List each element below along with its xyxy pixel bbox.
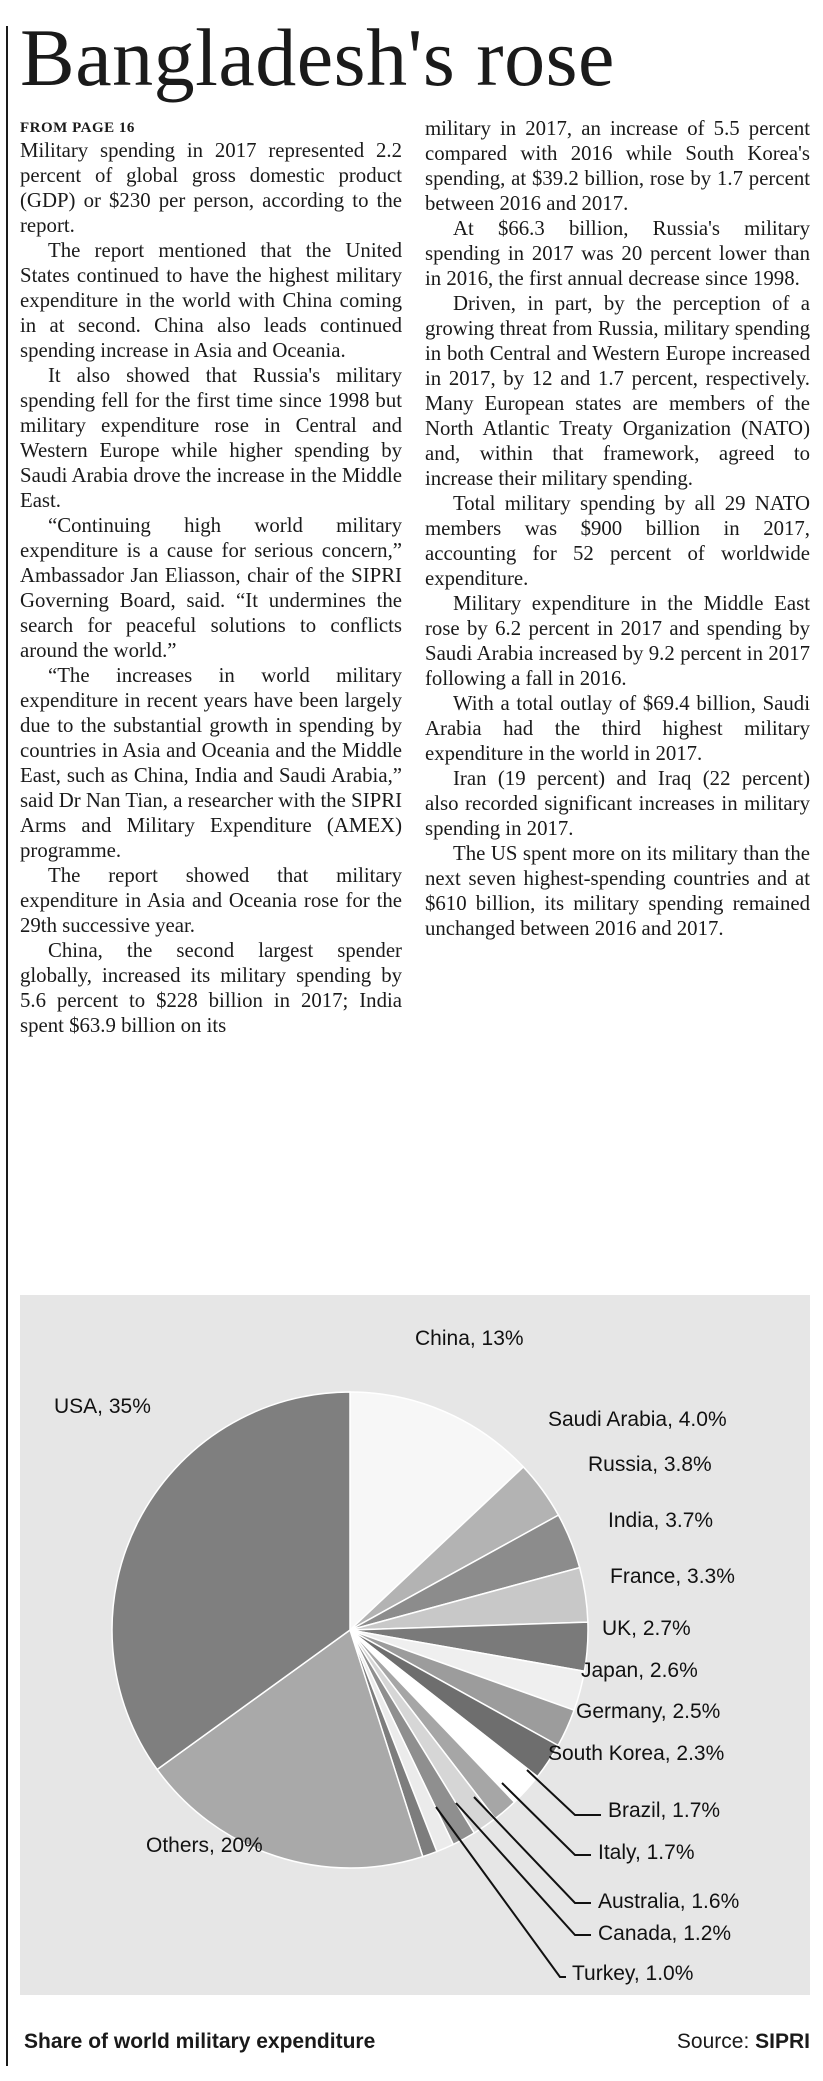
pie-label-canada: Canada, 1.2% (598, 1922, 732, 1945)
pie-label-india: India, 3.7% (608, 1509, 714, 1532)
pie-label-turkey: Turkey, 1.0% (572, 1962, 694, 1985)
chart-caption-row (20, 2030, 810, 2060)
chart-source (677, 2030, 810, 2054)
pie-label-saudi-arabia: Saudi Arabia, 4.0% (548, 1408, 727, 1431)
source-name: SIPRI (755, 2030, 810, 2053)
paragraph: “Continuing high world military expenditure is a cause for serious concern,” Ambassador Jan Eliasson, chair of the SIPRI Governing Board, said. “It undermines the search for peaceful solutions to conflicts around the world.” (20, 514, 402, 662)
paragraph: With a total outlay of $69.4 billion, Saudi Arabia had the third highest military expenditure in the world in 2017. (425, 692, 810, 765)
pie-label-usa: USA, 35% (54, 1395, 151, 1418)
kicker: FROM PAGE 16 (20, 120, 135, 136)
pie-label-france: France, 3.3% (610, 1565, 735, 1588)
leader-line-turkey (436, 1807, 566, 1977)
column-rule (6, 26, 8, 2066)
paragraph: “The increases in world military expenditure in recent years have been largely due to the substantial growth in spending by countries in Asia and Oceania and the Middle East, such as China, India and Saudi Arabia,” said Dr Nan Tian, a researcher with the SIPRI Arms and Military Expenditure (AMEX) programme. (20, 664, 402, 862)
paragraph: At $66.3 billion, Russia's military spending in 2017 was 20 percent lower than in 2016, the first annual decrease since 1998. (425, 217, 810, 290)
paragraph: Driven, in part, by the perception of a growing threat from Russia, military spending in both Central and Western Europe increased in 2017, by 12 and 1.7 percent, respectively. Many European states are members of the North Atlantic Treaty Organization (NATO) and, within that framework, agreed to increase their military spending. (425, 292, 810, 490)
paragraph: Total military spending by all 29 NATO members was $900 billion in 2017, accounting for 52 percent of worldwide expenditure. (425, 492, 810, 590)
paragraph: Military expenditure in the Middle East rose by 6.2 percent in 2017 and spending by Saudi Arabia increased by 9.2 percent in 2017 following a fall in 2016. (425, 592, 810, 690)
paragraph: China, the second largest spender globally, increased its military spending by 5.6 percent to $228 billion in 2017; India spent $63.9 billion on its (20, 939, 402, 1037)
pie-label-south-korea: South Korea, 2.3% (548, 1742, 725, 1765)
headline: Bangladesh's rose (20, 12, 615, 103)
pie-label-germany: Germany, 2.5% (576, 1700, 721, 1723)
pie-label-russia: Russia, 3.8% (588, 1453, 712, 1476)
source-prefix: Source: (676, 2030, 756, 2053)
paragraph: Military spending in 2017 represented 2.2 percent of global gross domestic product (GDP) or $230 per person, according to the report. (20, 139, 402, 237)
article-column-1 (20, 118, 402, 1038)
pie-label-uk: UK, 2.7% (602, 1617, 691, 1640)
pie-label-china: China, 13% (415, 1327, 524, 1350)
pie-label-italy: Italy, 1.7% (598, 1841, 695, 1864)
chart-caption: Share of world military expenditure (24, 2030, 376, 2053)
paragraph: Iran (19 percent) and Iraq (22 percent) also recorded significant increases in military spending in 2017. (425, 767, 810, 840)
pie-chart-panel (20, 1295, 810, 1995)
article-column-2 (425, 116, 810, 941)
paragraph: military in 2017, an increase of 5.5 percent compared with 2016 while South Korea's spending, at $39.2 billion, rose by 1.7 percent between 2016 and 2017. (425, 117, 810, 215)
paragraph: The US spent more on its military than the next seven highest-spending countries and at $610 billion, its military spending remained unchanged between 2016 and 2017. (425, 842, 810, 940)
pie-label-others: Others, 20% (146, 1834, 263, 1857)
paragraph: It also showed that Russia's military spending fell for the first time since 1998 but military expenditure rose in Central and Western Europe while higher spending by Saudi Arabia drove the increase in the Middle East. (20, 364, 402, 512)
pie-label-australia: Australia, 1.6% (598, 1890, 740, 1913)
pie-label-japan: Japan, 2.6% (581, 1659, 698, 1682)
pie-label-brazil: Brazil, 1.7% (608, 1799, 721, 1822)
paragraph: The report mentioned that the United States continued to have the highest military expenditure in the world with China coming in at second. China also leads continued spending increase in Asia and Oceania. (20, 239, 402, 362)
pie-chart (20, 1295, 810, 1995)
paragraph: The report showed that military expenditure in Asia and Oceania rose for the 29th successive year. (20, 864, 402, 937)
